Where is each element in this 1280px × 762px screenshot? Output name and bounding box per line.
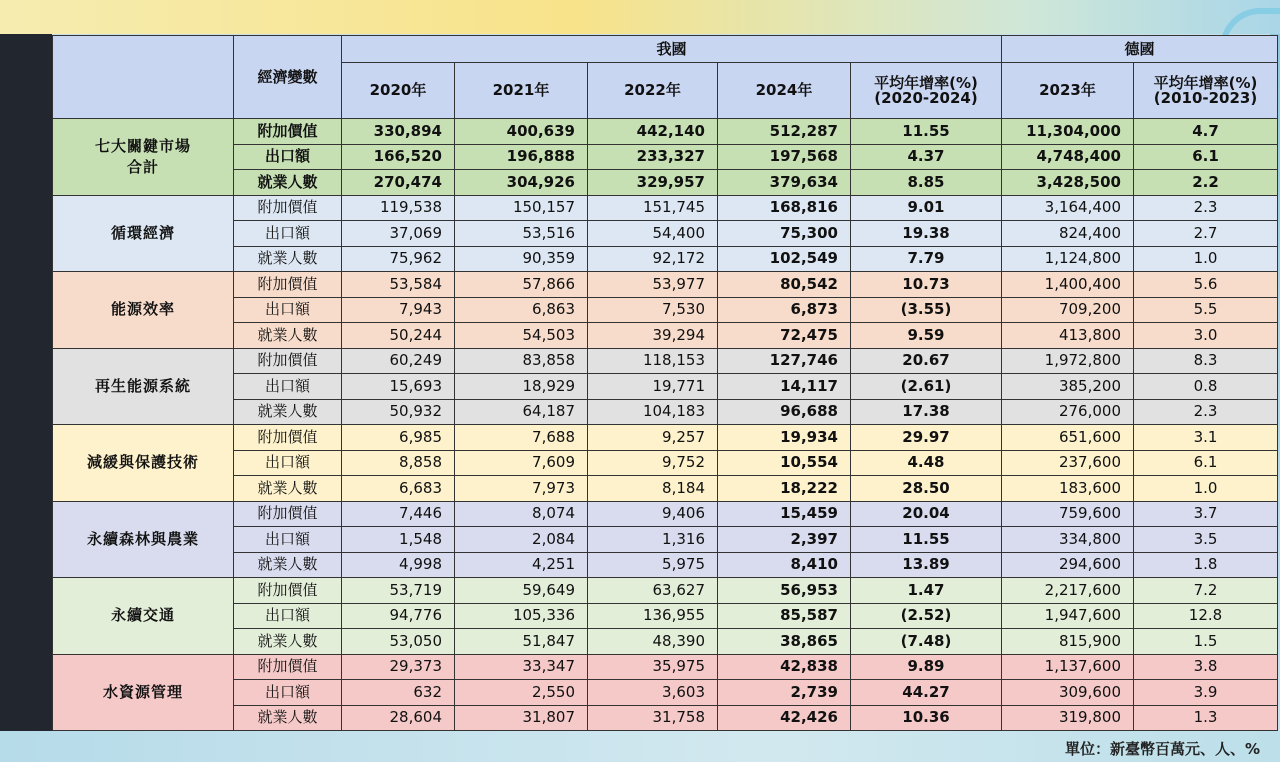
de-growth-rate-cell: 2.2 (1134, 170, 1278, 196)
category-name: 永續森林與農業 (86, 529, 199, 548)
corner-header (53, 36, 234, 119)
variable-cell: 出口額 (234, 144, 342, 170)
value-2024-cell: 75,300 (718, 221, 851, 247)
category-cell (53, 195, 234, 272)
value-2024-cell: 379,634 (718, 170, 851, 196)
de-year-2023-header: 2023年 (1002, 63, 1134, 119)
de-value-2023-cell: 1,972,800 (1002, 348, 1134, 374)
value-2021-cell: 59,649 (455, 578, 588, 604)
de-growth-rate-cell: 3.5 (1134, 527, 1278, 553)
value-2024-cell: 15,459 (718, 501, 851, 527)
value-2022-cell: 3,603 (588, 680, 718, 706)
value-2021-cell: 7,609 (455, 450, 588, 476)
de-value-2023-cell: 237,600 (1002, 450, 1134, 476)
value-2024-cell: 14,117 (718, 374, 851, 400)
year-2021-header: 2021年 (455, 63, 588, 119)
de-growth-rate-cell: 0.8 (1134, 374, 1278, 400)
year-2024-header: 2024年 (718, 63, 851, 119)
de-value-2023-cell: 413,800 (1002, 323, 1134, 349)
value-2024-cell: 96,688 (718, 399, 851, 425)
tw-growth-rate-cell: 9.01 (851, 195, 1002, 221)
value-2024-cell: 197,568 (718, 144, 851, 170)
value-2022-cell: 35,975 (588, 654, 718, 680)
value-2024-cell: 102,549 (718, 246, 851, 272)
value-2020-cell: 166,520 (342, 144, 455, 170)
de-growth-rate-cell: 1.0 (1134, 476, 1278, 502)
tw-growth-rate-cell: 29.97 (851, 425, 1002, 451)
value-2022-cell: 54,400 (588, 221, 718, 247)
variable-cell: 附加價值 (234, 425, 342, 451)
de-value-2023-cell: 334,800 (1002, 527, 1134, 553)
tw-growth-rate-cell: 8.85 (851, 170, 1002, 196)
value-2022-cell: 5,975 (588, 552, 718, 578)
tw-growth-rate-cell: 17.38 (851, 399, 1002, 425)
category-cell (53, 348, 234, 425)
tw-growth-rate-cell: (2.52) (851, 603, 1002, 629)
category-name: 減緩與保護技術 (86, 453, 199, 472)
table-row (53, 654, 1278, 680)
de-value-2023-cell: 1,400,400 (1002, 272, 1134, 298)
de-value-2023-cell: 3,428,500 (1002, 170, 1134, 196)
value-2022-cell: 1,316 (588, 527, 718, 553)
value-2020-cell: 119,538 (342, 195, 455, 221)
value-2022-cell: 63,627 (588, 578, 718, 604)
variable-cell: 附加價值 (234, 348, 342, 374)
de-growth-rate-header (1134, 63, 1278, 119)
value-2022-cell: 151,745 (588, 195, 718, 221)
de-value-2023-cell: 276,000 (1002, 399, 1134, 425)
value-2020-cell: 50,932 (342, 399, 455, 425)
value-2024-cell: 18,222 (718, 476, 851, 502)
table-row (53, 629, 1278, 655)
value-2020-cell: 330,894 (342, 119, 455, 145)
variable-cell: 附加價值 (234, 501, 342, 527)
value-2020-cell: 4,998 (342, 552, 455, 578)
category-cell (53, 578, 234, 655)
de-value-2023-cell: 709,200 (1002, 297, 1134, 323)
value-2024-cell: 6,873 (718, 297, 851, 323)
variable-cell: 出口額 (234, 297, 342, 323)
table-row (53, 348, 1278, 374)
value-2021-cell: 400,639 (455, 119, 588, 145)
de-value-2023-cell: 2,217,600 (1002, 578, 1134, 604)
table-body (53, 119, 1278, 731)
category-name: 水資源管理 (102, 682, 183, 701)
value-2022-cell: 233,327 (588, 144, 718, 170)
tw-growth-rate-cell: 10.36 (851, 705, 1002, 731)
tw-growth-rate-cell: 9.89 (851, 654, 1002, 680)
category-name: 能源效率 (110, 300, 175, 319)
category-cell (53, 425, 234, 502)
value-2021-cell: 18,929 (455, 374, 588, 400)
table-row (53, 450, 1278, 476)
value-2022-cell: 136,955 (588, 603, 718, 629)
tw-growth-rate-cell: 13.89 (851, 552, 1002, 578)
table-row (53, 195, 1278, 221)
de-growth-rate-cell: 2.3 (1134, 195, 1278, 221)
tw-growth-rate-cell: 20.67 (851, 348, 1002, 374)
value-2021-cell: 90,359 (455, 246, 588, 272)
category-cell (53, 272, 234, 349)
value-2024-cell: 19,934 (718, 425, 851, 451)
value-2020-cell: 53,050 (342, 629, 455, 655)
variable-cell: 出口額 (234, 221, 342, 247)
value-2022-cell: 31,758 (588, 705, 718, 731)
value-2024-cell: 512,287 (718, 119, 851, 145)
tw-growth-rate-cell: 4.48 (851, 450, 1002, 476)
value-2024-cell: 42,838 (718, 654, 851, 680)
value-2020-cell: 6,985 (342, 425, 455, 451)
value-2021-cell: 2,084 (455, 527, 588, 553)
tw-growth-rate-label: 平均年增率(%) (874, 73, 978, 92)
value-2020-cell: 94,776 (342, 603, 455, 629)
value-2022-cell: 104,183 (588, 399, 718, 425)
value-2024-cell: 2,739 (718, 680, 851, 706)
value-2024-cell: 80,542 (718, 272, 851, 298)
table-row (53, 399, 1278, 425)
value-2024-cell: 8,410 (718, 552, 851, 578)
value-2020-cell: 7,446 (342, 501, 455, 527)
value-2020-cell: 8,858 (342, 450, 455, 476)
variable-cell: 出口額 (234, 680, 342, 706)
value-2021-cell: 31,807 (455, 705, 588, 731)
taiwan-group-header: 我國 (342, 36, 1002, 63)
value-2021-cell: 4,251 (455, 552, 588, 578)
tw-growth-rate-cell: 1.47 (851, 578, 1002, 604)
value-2021-cell: 33,347 (455, 654, 588, 680)
value-2021-cell: 2,550 (455, 680, 588, 706)
tw-growth-rate-period: (2020-2024) (874, 88, 978, 107)
variable-cell: 就業人數 (234, 323, 342, 349)
table-row (53, 501, 1278, 527)
de-value-2023-cell: 385,200 (1002, 374, 1134, 400)
value-2022-cell: 39,294 (588, 323, 718, 349)
value-2021-cell: 54,503 (455, 323, 588, 349)
variable-cell: 出口額 (234, 603, 342, 629)
de-value-2023-cell: 824,400 (1002, 221, 1134, 247)
table-row (53, 144, 1278, 170)
de-value-2023-cell: 651,600 (1002, 425, 1134, 451)
value-2024-cell: 10,554 (718, 450, 851, 476)
tw-growth-rate-cell: 44.27 (851, 680, 1002, 706)
tw-growth-rate-cell: 19.38 (851, 221, 1002, 247)
value-2021-cell: 64,187 (455, 399, 588, 425)
de-growth-rate-cell: 6.1 (1134, 450, 1278, 476)
value-2024-cell: 85,587 (718, 603, 851, 629)
value-2021-cell: 83,858 (455, 348, 588, 374)
table-row (53, 374, 1278, 400)
value-2020-cell: 37,069 (342, 221, 455, 247)
tw-growth-rate-cell: 4.37 (851, 144, 1002, 170)
de-growth-rate-cell: 12.8 (1134, 603, 1278, 629)
value-2020-cell: 75,962 (342, 246, 455, 272)
category-cell (53, 654, 234, 731)
value-2021-cell: 6,863 (455, 297, 588, 323)
de-value-2023-cell: 319,800 (1002, 705, 1134, 731)
de-growth-rate-cell: 4.7 (1134, 119, 1278, 145)
tw-growth-rate-cell: 11.55 (851, 527, 1002, 553)
variable-cell: 就業人數 (234, 629, 342, 655)
table-row (53, 552, 1278, 578)
variable-cell: 出口額 (234, 450, 342, 476)
value-2020-cell: 28,604 (342, 705, 455, 731)
variable-cell: 出口額 (234, 527, 342, 553)
variable-cell: 就業人數 (234, 399, 342, 425)
value-2021-cell: 105,336 (455, 603, 588, 629)
value-2021-cell: 7,688 (455, 425, 588, 451)
variable-cell: 就業人數 (234, 476, 342, 502)
value-2020-cell: 632 (342, 680, 455, 706)
de-growth-rate-cell: 5.5 (1134, 297, 1278, 323)
table-row (53, 272, 1278, 298)
table-row (53, 705, 1278, 731)
tw-growth-rate-cell: 20.04 (851, 501, 1002, 527)
category-name: 再生能源系統 (94, 376, 191, 395)
variable-cell: 就業人數 (234, 246, 342, 272)
de-growth-rate-cell: 2.3 (1134, 399, 1278, 425)
value-2022-cell: 92,172 (588, 246, 718, 272)
value-2021-cell: 8,074 (455, 501, 588, 527)
value-2022-cell: 329,957 (588, 170, 718, 196)
value-2024-cell: 56,953 (718, 578, 851, 604)
de-value-2023-cell: 4,748,400 (1002, 144, 1134, 170)
category-name: 合計 (126, 157, 159, 176)
category-name: 循環經濟 (110, 223, 175, 242)
de-value-2023-cell: 759,600 (1002, 501, 1134, 527)
value-2022-cell: 9,752 (588, 450, 718, 476)
variable-cell: 附加價值 (234, 195, 342, 221)
value-2021-cell: 150,157 (455, 195, 588, 221)
table-row (53, 527, 1278, 553)
de-value-2023-cell: 11,304,000 (1002, 119, 1134, 145)
tw-growth-rate-cell: 10.73 (851, 272, 1002, 298)
de-growth-rate-label: 平均年增率(%) (1153, 73, 1258, 92)
variable-cell: 附加價值 (234, 272, 342, 298)
value-2024-cell: 2,397 (718, 527, 851, 553)
value-2022-cell: 9,406 (588, 501, 718, 527)
value-2021-cell: 7,973 (455, 476, 588, 502)
table-row (53, 425, 1278, 451)
value-2021-cell: 53,516 (455, 221, 588, 247)
year-2020-header: 2020年 (342, 63, 455, 119)
value-2022-cell: 48,390 (588, 629, 718, 655)
value-2020-cell: 29,373 (342, 654, 455, 680)
variable-header: 經濟變數 (234, 36, 342, 119)
variable-cell: 附加價值 (234, 654, 342, 680)
variable-cell: 就業人數 (234, 552, 342, 578)
table-row (53, 119, 1278, 145)
value-2022-cell: 19,771 (588, 374, 718, 400)
de-growth-rate-cell: 3.7 (1134, 501, 1278, 527)
category-cell (53, 501, 234, 578)
value-2024-cell: 168,816 (718, 195, 851, 221)
value-2020-cell: 270,474 (342, 170, 455, 196)
value-2020-cell: 1,548 (342, 527, 455, 553)
left-dark-panel (0, 34, 52, 762)
de-value-2023-cell: 815,900 (1002, 629, 1134, 655)
table-row (53, 246, 1278, 272)
table-row (53, 603, 1278, 629)
value-2021-cell: 196,888 (455, 144, 588, 170)
de-value-2023-cell: 1,137,600 (1002, 654, 1134, 680)
category-cell (53, 119, 234, 196)
de-growth-rate-cell: 1.8 (1134, 552, 1278, 578)
value-2024-cell: 72,475 (718, 323, 851, 349)
value-2022-cell: 53,977 (588, 272, 718, 298)
de-growth-rate-cell: 1.5 (1134, 629, 1278, 655)
tw-growth-rate-cell: 11.55 (851, 119, 1002, 145)
variable-cell: 出口額 (234, 374, 342, 400)
de-value-2023-cell: 183,600 (1002, 476, 1134, 502)
value-2024-cell: 127,746 (718, 348, 851, 374)
table-row (53, 221, 1278, 247)
table-row (53, 323, 1278, 349)
de-growth-rate-cell: 5.6 (1134, 272, 1278, 298)
year-2022-header: 2022年 (588, 63, 718, 119)
variable-cell: 附加價值 (234, 119, 342, 145)
de-growth-rate-cell: 1.0 (1134, 246, 1278, 272)
value-2022-cell: 442,140 (588, 119, 718, 145)
value-2021-cell: 304,926 (455, 170, 588, 196)
de-growth-rate-period: (2010-2023) (1153, 88, 1258, 107)
tw-growth-rate-cell: 9.59 (851, 323, 1002, 349)
de-value-2023-cell: 309,600 (1002, 680, 1134, 706)
de-growth-rate-cell: 3.1 (1134, 425, 1278, 451)
de-growth-rate-cell: 3.0 (1134, 323, 1278, 349)
table-row (53, 578, 1278, 604)
de-growth-rate-cell: 2.7 (1134, 221, 1278, 247)
green-economy-table (52, 35, 1278, 731)
de-value-2023-cell: 1,124,800 (1002, 246, 1134, 272)
tw-growth-rate-cell: 7.79 (851, 246, 1002, 272)
table-row (53, 476, 1278, 502)
value-2021-cell: 57,866 (455, 272, 588, 298)
de-growth-rate-cell: 3.8 (1134, 654, 1278, 680)
tw-growth-rate-cell: (7.48) (851, 629, 1002, 655)
table-row (53, 297, 1278, 323)
variable-cell: 就業人數 (234, 170, 342, 196)
value-2020-cell: 60,249 (342, 348, 455, 374)
value-2022-cell: 9,257 (588, 425, 718, 451)
de-value-2023-cell: 1,947,600 (1002, 603, 1134, 629)
de-growth-rate-cell: 6.1 (1134, 144, 1278, 170)
table-row (53, 170, 1278, 196)
variable-cell: 附加價值 (234, 578, 342, 604)
table-row (53, 680, 1278, 706)
de-growth-rate-cell: 3.9 (1134, 680, 1278, 706)
unit-note: 單位：新臺幣百萬元、人、% (1064, 740, 1260, 758)
germany-group-header: 德國 (1002, 36, 1278, 63)
value-2020-cell: 6,683 (342, 476, 455, 502)
value-2020-cell: 53,584 (342, 272, 455, 298)
variable-cell: 就業人數 (234, 705, 342, 731)
value-2022-cell: 118,153 (588, 348, 718, 374)
value-2021-cell: 51,847 (455, 629, 588, 655)
de-value-2023-cell: 294,600 (1002, 552, 1134, 578)
de-growth-rate-cell: 7.2 (1134, 578, 1278, 604)
tw-growth-rate-header (851, 63, 1002, 119)
value-2024-cell: 38,865 (718, 629, 851, 655)
tw-growth-rate-cell: 28.50 (851, 476, 1002, 502)
tw-growth-rate-cell: (2.61) (851, 374, 1002, 400)
de-growth-rate-cell: 8.3 (1134, 348, 1278, 374)
value-2022-cell: 7,530 (588, 297, 718, 323)
value-2020-cell: 53,719 (342, 578, 455, 604)
value-2022-cell: 8,184 (588, 476, 718, 502)
tw-growth-rate-cell: (3.55) (851, 297, 1002, 323)
de-value-2023-cell: 3,164,400 (1002, 195, 1134, 221)
value-2020-cell: 7,943 (342, 297, 455, 323)
value-2020-cell: 15,693 (342, 374, 455, 400)
category-name: 永續交通 (110, 606, 175, 625)
value-2024-cell: 42,426 (718, 705, 851, 731)
de-growth-rate-cell: 1.3 (1134, 705, 1278, 731)
top-banner (0, 0, 1280, 34)
category-name: 七大關鍵市場 (94, 136, 191, 155)
value-2020-cell: 50,244 (342, 323, 455, 349)
